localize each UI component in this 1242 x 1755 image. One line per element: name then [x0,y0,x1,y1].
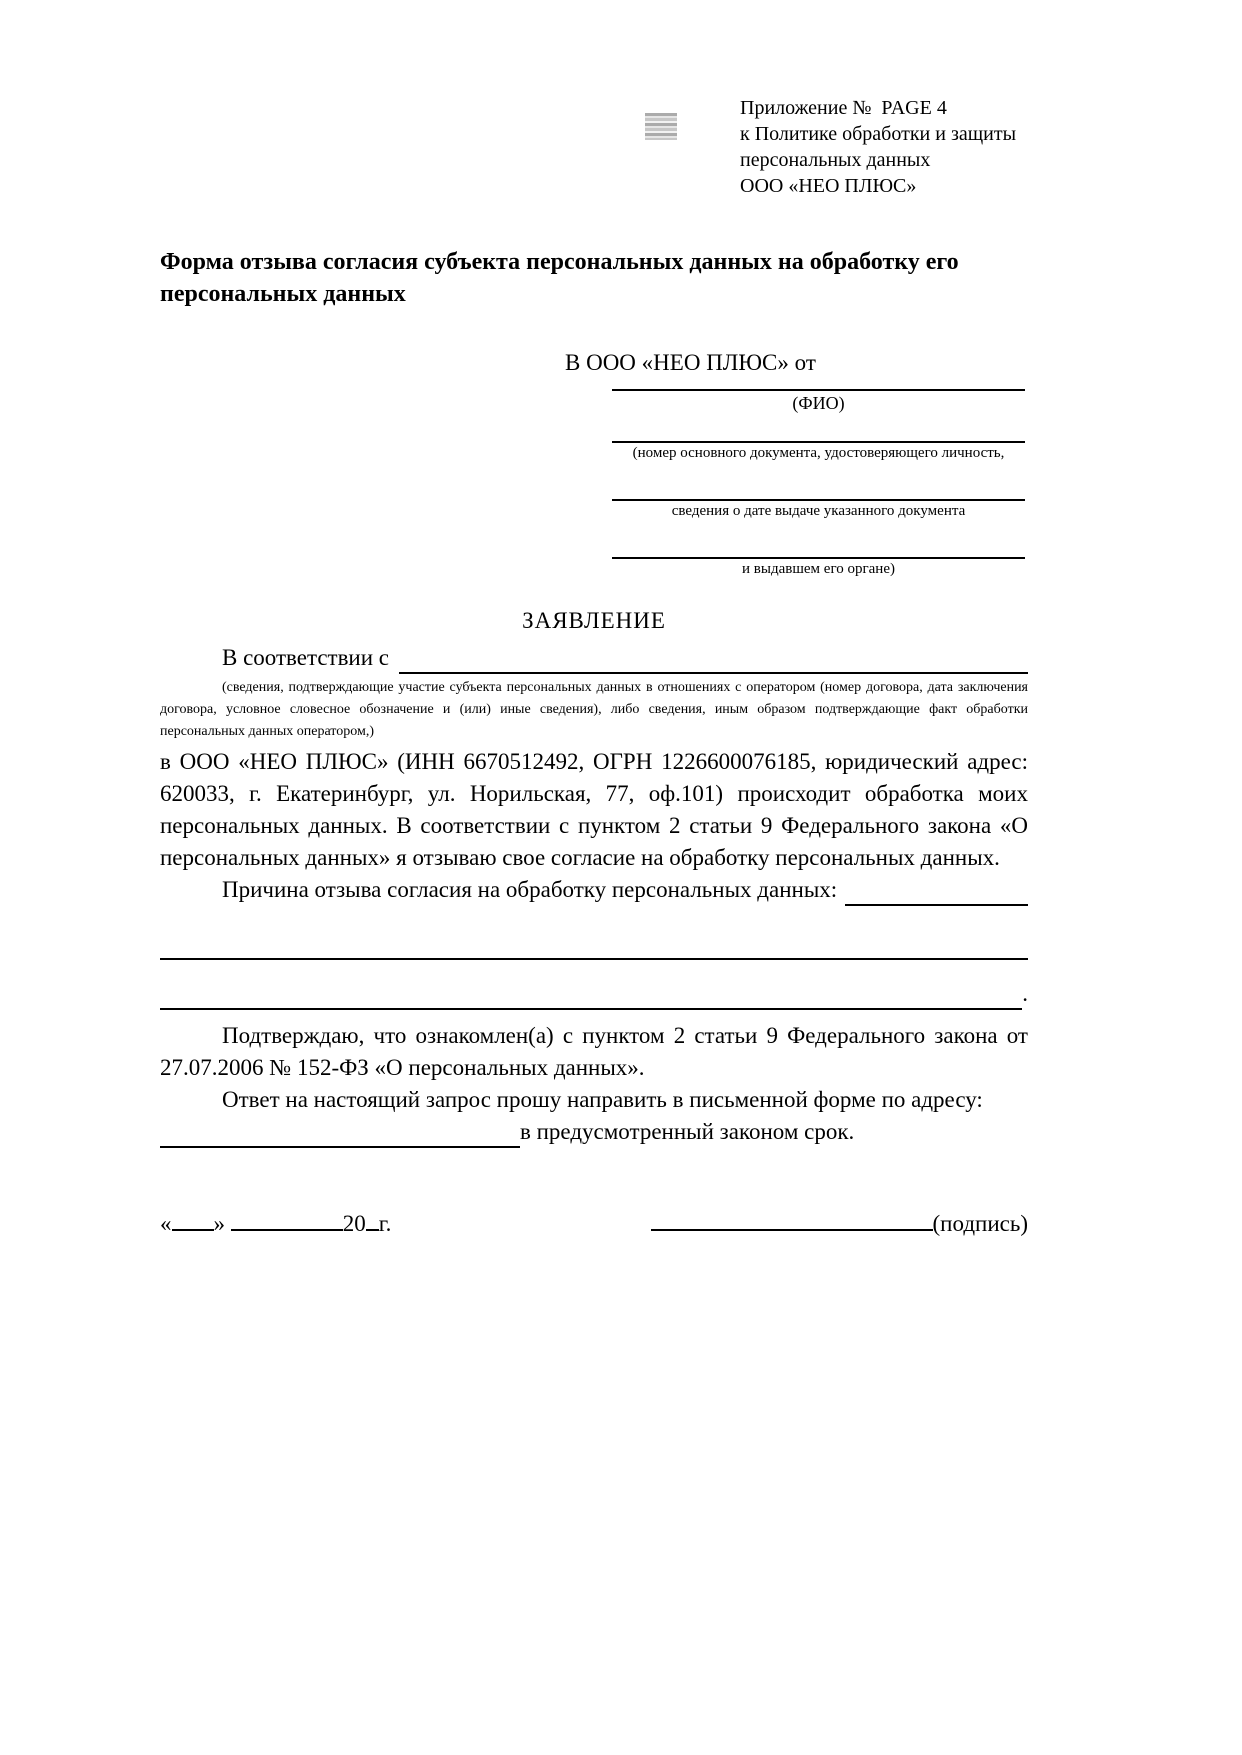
statement-body: в ООО «НЕО ПЛЮС» (ИНН 6670512492, ОГРН 1226600076185, юридический адрес: 620033, г. Екатеринбург, ул. Норильская, 77, оф.101) происходит обработка моих персональных данных. В соответствии с пунктом 2 статьи 9 Федерального закона «О персональных данных» я отзываю свое согласие на обработку персональных данных. [160,749,1028,870]
signature-row [160,1206,1028,1237]
month-blank-line [231,1206,343,1231]
quote-open: « [160,1211,172,1236]
reason-blank-line [845,879,1028,906]
fio-field [612,379,1025,414]
reply-address-blank-line [160,1121,520,1148]
day-blank-line [172,1206,214,1231]
addressee-to-line: В ООО «НЕО ПЛЮС» от [565,350,816,375]
appendix-header [740,95,1028,199]
reason-blank-row-3 [160,978,1028,1010]
issue-date-blank-line [612,489,1025,501]
reason-prefix: Причина отзыва согласия на обработку персональных данных: [222,877,838,902]
issuing-authority-caption: и выдавшем его органе) [742,561,895,577]
fio-blank-line [612,379,1025,391]
signature-caption: (подпись) [932,1211,1028,1236]
personal-data-line: персональных данных [740,149,931,171]
document-number-caption: (номер основного документа, удостоверяющего личность, [632,445,1005,461]
signature-blank-line [651,1206,933,1231]
reason-blank-line-2 [160,948,1028,960]
reason-blank-line-3 [160,983,1022,1010]
acknowledgement-paragraph: Подтверждаю, что ознакомлен(а) с пунктом 2 статьи 9 Федерального закона от 27.07.2006 № 152-ФЗ «О персональных данных». [160,1023,1028,1080]
issuing-authority-field [612,547,1025,578]
issuing-authority-blank-line [612,547,1025,559]
addressee-fields [612,379,1025,578]
appendix-line: Приложение № PAGE 4 [740,97,947,119]
fio-caption: (ФИО) [792,393,845,413]
reply-suffix: в предусмотренный законом срок. [520,1119,855,1144]
year-text: 20 [342,1211,366,1236]
year-blank-line [366,1206,379,1231]
intro-row [160,642,1028,674]
organization-line: ООО «НЕО ПЛЮС» [740,175,917,197]
sign-part [651,1206,1028,1237]
blurred-object-icon [645,113,677,140]
date-part [160,1206,391,1237]
addressee-block [160,350,1028,578]
intro-blank-line [399,647,1028,674]
quote-close: » [213,1211,225,1236]
reply-address-row [160,1116,1028,1148]
page-title: Форма отзыва согласия субъекта персональных данных на обработку его персональных данных [160,249,959,307]
policy-line: к Политике обработки и защиты [740,123,1017,145]
reply-address-paragraph: Ответ на настоящий запрос прошу направить в письменной форме по адресу: [222,1087,983,1112]
reason-row [160,874,1028,906]
issue-date-caption: сведения о дате выдаче указанного документа [671,503,966,519]
reason-terminator: . [1022,981,1028,1006]
issue-date-field [612,489,1025,520]
document-number-blank-line [612,431,1025,443]
year-suffix: г. [378,1211,392,1236]
statement-heading: ЗАЯВЛЕНИЕ [522,608,666,633]
document-number-field [612,431,1025,462]
intro-prefix: В соответствии с [222,645,390,670]
intro-footnote: (сведения, подтверждающие участие субъекта персональных данных в отношениях с оператором (номер договора, дата заключения договора, условное словесное обозначение и (или) иные сведения), либо сведения, иным образом подтверждающие факт обработки персональных данных оператором,) [160,680,1028,739]
